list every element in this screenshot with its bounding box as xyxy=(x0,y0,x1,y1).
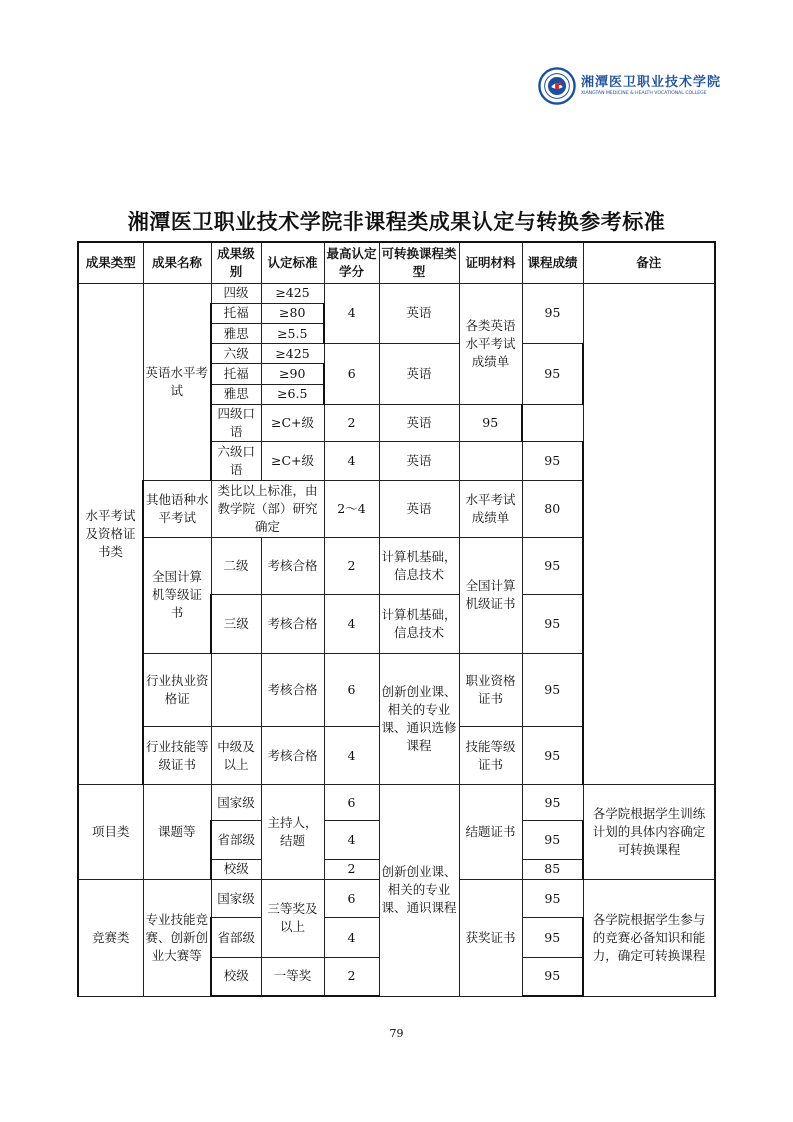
proof-cell: 结题证书 xyxy=(459,785,522,880)
course-type-cell: 创新创业课、相关的专业课、通识选修课程 xyxy=(379,653,459,784)
credit-cell: 6 xyxy=(324,344,379,405)
standard-cell: 考核合格 xyxy=(261,653,324,727)
score-cell: 95 xyxy=(522,538,583,595)
achievement-name-cell: 专业技能竞赛、创新创业大赛等 xyxy=(143,880,211,996)
credit-cell: 2 xyxy=(324,404,379,441)
level-cell: 六级口语 xyxy=(211,442,261,480)
course-type-cell: 创新创业课、相关的专业课、通识课程 xyxy=(379,785,459,996)
course-type-cell: 英语 xyxy=(379,344,459,405)
score-cell: 95 xyxy=(522,283,583,344)
score-cell: 80 xyxy=(522,480,583,538)
score-cell: 95 xyxy=(459,404,522,441)
standard-cell: 考核合格 xyxy=(261,594,324,653)
standard-cell: ≥90 xyxy=(261,364,324,384)
course-type-cell: 英语 xyxy=(379,442,459,480)
achievement-name-cell: 行业技能等级证书 xyxy=(143,727,211,785)
college-name: 湘潭医卫职业技术学院 xyxy=(581,75,722,90)
level-cell: 省部级 xyxy=(211,821,261,859)
note-cell: 各学院根据学生训练计划的具体内容确定可转换课程 xyxy=(583,785,715,880)
level-cell: 四级口语 xyxy=(211,404,261,441)
credit-cell: 2～4 xyxy=(324,480,379,538)
level-cell: 托福 xyxy=(211,364,261,384)
score-cell: 95 xyxy=(522,821,583,859)
credit-cell: 4 xyxy=(324,283,379,344)
score-cell: 95 xyxy=(522,727,583,785)
score-cell: 95 xyxy=(522,918,583,957)
achievement-name-cell: 其他语种水平考试 xyxy=(143,480,211,538)
score-cell: 95 xyxy=(522,653,583,727)
standard-cell: ≥C+级 xyxy=(261,442,324,480)
col-header-proof: 证明材料 xyxy=(459,242,522,283)
col-header-level: 成果级别 xyxy=(211,242,261,283)
standard-cell: ≥425 xyxy=(261,283,324,303)
proof-cell: 职业资格证书 xyxy=(459,653,522,727)
credit-cell: 4 xyxy=(324,821,379,859)
standard-cell: 一等奖 xyxy=(261,957,324,996)
category-cell: 水平考试及资格证书类 xyxy=(78,283,143,785)
standard-cell: ≥5.5 xyxy=(261,323,324,343)
note-cell xyxy=(583,283,715,785)
level-cell: 雅思 xyxy=(211,384,261,404)
header-row xyxy=(78,242,715,283)
category-cell: 竞赛类 xyxy=(78,880,143,996)
score-cell: 95 xyxy=(522,594,583,653)
achievement-name-cell: 课题等 xyxy=(143,785,211,880)
proof-cell: 各类英语水平考试成绩单 xyxy=(459,283,522,404)
page-number: 79 xyxy=(389,1027,404,1040)
credit-cell: 2 xyxy=(324,957,379,996)
college-logo xyxy=(538,66,728,106)
col-header-standard: 认定标准 xyxy=(261,242,324,283)
category-cell: 项目类 xyxy=(78,785,143,880)
level-cell: 四级 xyxy=(211,283,261,303)
achievement-name-cell: 英语水平考试 xyxy=(143,283,211,480)
standard-cell: ≥80 xyxy=(261,303,324,323)
proof-cell: 全国计算机级证书 xyxy=(459,538,522,653)
level-cell: 国家级 xyxy=(211,785,261,821)
score-cell: 95 xyxy=(522,344,583,405)
standard-cell: ≥C+级 xyxy=(261,404,324,441)
achievement-name-cell: 行业执业资格证 xyxy=(143,653,211,727)
course-type-cell: 英语 xyxy=(379,283,459,344)
standard-cell: ≥6.5 xyxy=(261,384,324,404)
standard-cell: 主持人，结题 xyxy=(261,785,324,880)
score-cell: 95 xyxy=(522,442,583,480)
credit-cell: 4 xyxy=(324,918,379,957)
table-row xyxy=(78,283,715,303)
credit-cell: 4 xyxy=(324,442,379,480)
level-cell: 国家级 xyxy=(211,880,261,918)
credit-cell: 2 xyxy=(324,859,379,879)
col-header-type: 成果类型 xyxy=(78,242,143,283)
score-cell: 95 xyxy=(522,957,583,996)
course-type-cell: 英语 xyxy=(379,404,459,441)
level-cell: 中级及以上 xyxy=(211,727,261,785)
college-emblem-icon xyxy=(538,67,576,105)
course-type-cell: 计算机基础，信息技术 xyxy=(379,538,459,595)
level-cell: 六级 xyxy=(211,344,261,364)
level-standard-cell: 类比以上标准，由教学院（部）研究确定 xyxy=(211,480,324,538)
level-cell: 省部级 xyxy=(211,918,261,957)
col-header-score: 课程成绩 xyxy=(522,242,583,283)
standard-cell: 三等奖及以上 xyxy=(261,880,324,958)
credit-cell: 6 xyxy=(324,653,379,727)
standard-cell: ≥425 xyxy=(261,344,324,364)
col-header-course-type: 可转换课程类型 xyxy=(379,242,459,283)
achievement-name-cell: 全国计算机等级证书 xyxy=(143,538,211,653)
level-cell: 校级 xyxy=(211,957,261,996)
standard-cell: 考核合格 xyxy=(261,538,324,595)
note-cell: 各学院根据学生参与的竞赛必备知识和能力，确定可转换课程 xyxy=(583,880,715,996)
college-name-en: XIANGTAN MEDICINE & HEALTH VOCATIONAL COLLEGE xyxy=(581,91,707,96)
level-cell xyxy=(211,653,261,727)
col-header-name: 成果名称 xyxy=(143,242,211,283)
score-cell: 85 xyxy=(522,859,583,879)
table-row xyxy=(78,785,715,821)
level-cell: 托福 xyxy=(211,303,261,323)
level-cell: 校级 xyxy=(211,859,261,879)
score-cell: 95 xyxy=(522,880,583,918)
proof-cell: 获奖证书 xyxy=(459,880,522,996)
level-cell: 二级 xyxy=(211,538,261,595)
score-cell: 95 xyxy=(522,785,583,821)
credit-cell: 6 xyxy=(324,785,379,821)
col-header-credits: 最高认定学分 xyxy=(324,242,379,283)
standards-table xyxy=(77,241,716,997)
level-cell: 雅思 xyxy=(211,323,261,343)
level-cell: 三级 xyxy=(211,594,261,653)
proof-cell: 技能等级证书 xyxy=(459,727,522,785)
standard-cell: 考核合格 xyxy=(261,727,324,785)
document-title: 湘潭医卫职业技术学院非课程类成果认定与转换参考标准 xyxy=(127,210,666,234)
credit-cell: 4 xyxy=(324,594,379,653)
credit-cell: 4 xyxy=(324,727,379,785)
credit-cell: 2 xyxy=(324,538,379,595)
proof-cell xyxy=(459,442,522,480)
proof-cell: 水平考试成绩单 xyxy=(459,480,522,538)
col-header-note: 备注 xyxy=(583,242,715,283)
course-type-cell: 英语 xyxy=(379,480,459,538)
course-type-cell: 计算机基础，信息技术 xyxy=(379,594,459,653)
credit-cell: 6 xyxy=(324,880,379,918)
